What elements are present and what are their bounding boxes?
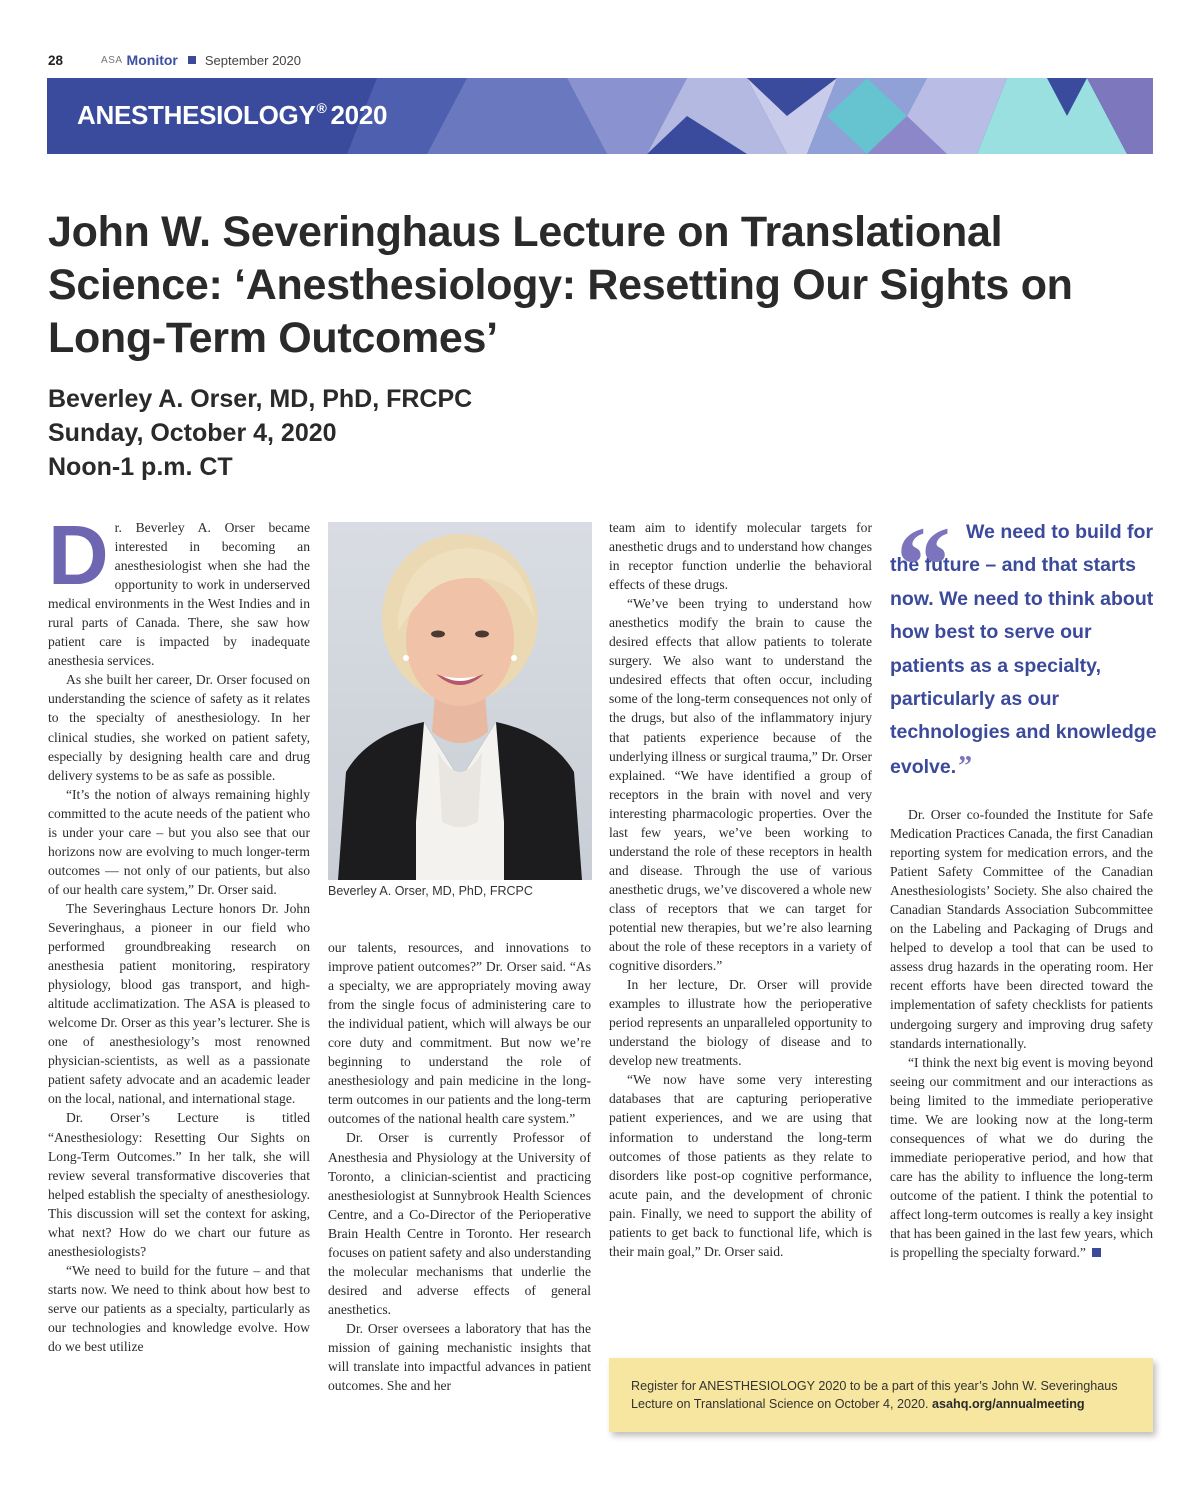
pull-quote-text: We need to build for the future – and that starts now. We need to think about how best to serve our patients as a specialty, particularly as our technologies and knowledge evolve. (890, 521, 1157, 778)
article-paragraph: “It’s the notion of always remaining highly committed to the acute needs of the patient who is under your care – but you also see that our horizons now are evolving to much longer-term outcomes — not only of our patients, but also of our health care system,” Dr. Orser said. (48, 786, 310, 897)
section-banner (47, 78, 1153, 154)
paragraph-text: r. Beverley A. Orser became interested in becoming an anesthesiologist when she had the opportunity to work in underserved medical environments in the West Indies and in rural parts of Canada. There, she saw how patient care is impacted by inadequate anesthesia services. (48, 520, 310, 669)
page-number: 28 (48, 52, 64, 68)
pull-quote (890, 504, 1160, 784)
article-column-4 (890, 805, 1153, 1262)
banner-title (77, 100, 387, 131)
register-text: Register for ANESTHESIOLOGY 2020 to be a part of this year’s John W. Severinghaus Lecture on Translational Science on October 4, 2020. (631, 1379, 1118, 1411)
paragraph-text: “I think the next big event is moving beyond seeing our commitment and our interactions as being limited to the immediate perioperative time. We are looking now at the long-term consequences of what we do during the immediate perioperative period, and how that care has the ability to influence the long-term outcome of the patient. I think the potential to affect long-term outcomes is really a key insight that has been gained in the last few years, which is propelling the specialty forward.” (890, 1054, 1153, 1261)
drop-cap: D (48, 508, 109, 602)
open-quote-icon: “ (896, 504, 951, 626)
banner-title-text: ANESTHESIOLOGY (77, 100, 316, 130)
article-paragraph: Dr. Orser co-founded the Institute for Safe Medication Practices Canada, the first Canadian reporting system for medication errors, and the Patient Safety Committee of the Canadian Anesthesiologists’ Society. She also chaired the Canadian Standards Association Subcommittee on the Labeling and Packaging of Drugs and helped to develop a tool that can be used to assess drug hazards in the operating room. Her recent efforts have been directed toward the implementation of safety checklists for patients undergoing surgery and improving drug safety standards internationally. (890, 807, 1153, 1051)
article-paragraph: In her lecture, Dr. Orser will provide examples to illustrate how the perioperative period represents an unparalleled opportunity to understand the biology of disease and to develop new treatments. (609, 977, 872, 1069)
article-paragraph: The Severinghaus Lecture honors Dr. John Severinghaus, a pioneer in our field who performed groundbreaking research on anesthesia patient monitoring, respiratory physiology, blood gas transport, and high-altitude acclimatization. The ASA is pleased to welcome Dr. Orser as this year’s lecturer. She is one of anesthesiology’s most renowned physician-scientists, as well as a passionate patient safety advocate and an academic leader on the local, national, and international stage. (48, 900, 310, 1107)
page-folio (48, 50, 301, 70)
article-paragraph: team aim to identify molecular targets for anesthetic drugs and to understand how changes in receptor function underlie the behavioral effects of these drugs. (609, 520, 872, 593)
article-paragraph: As she built her career, Dr. Orser focused on understanding the science of safety as it relates to the specialty of anesthesiology. In her clinical studies, she worked on patient safety, especially by designing health care and drug delivery systems to be as safe as possible. (48, 672, 310, 783)
close-quote-icon: ” (958, 750, 973, 782)
article-paragraph (890, 1053, 1153, 1263)
article-paragraph: “We need to build for the future – and that starts now. We need to think about how best to serve our patients as a specialty, particularly as our technologies and knowledge evolve. How do we best utilize (48, 1262, 310, 1355)
portrait-photo (328, 522, 592, 880)
event-details (48, 382, 472, 484)
photo-caption: Beverley A. Orser, MD, PhD, FRCPC (328, 884, 533, 898)
event-date: Sunday, October 4, 2020 (48, 419, 337, 447)
publication-name: Monitor (126, 52, 178, 68)
event-time: Noon-1 p.m. CT (48, 453, 233, 481)
article-paragraph: our talents, resources, and innovations to improve patient outcomes?” Dr. Orser said. “As a specialty, we are appropriately moving away from the single focus of administering care to the individual patient, which will always be our core duty and commitment. But now we’re beginning to understand the role of anesthesiology and pain medicine in the long-term outcomes in our patients and the long-term outcomes of the national health care system.” (328, 940, 591, 1127)
article-column-1 (48, 508, 310, 1356)
speaker-name: Beverley A. Orser, MD, PhD, FRCPC (48, 385, 473, 413)
portrait-illustration (328, 522, 592, 880)
banner-year: 2020 (330, 100, 388, 130)
article-paragraph: Dr. Orser’s Lecture is titled “Anesthesiology: Resetting Our Sights on Long-Term Outcomes.” In her talk, she will review several transformative discoveries that helped establish the specialty of anesthesiology. This discussion will set the context for asking, what next? How do we chart our future as anesthesiologists? (48, 1110, 310, 1259)
article-paragraph: Dr. Orser oversees a laboratory that has the mission of gaining mechanistic insights that will translate into impactful advances in patient outcomes. She and her (328, 1320, 591, 1394)
issue-date: September 2020 (204, 52, 301, 68)
article-paragraph: “We now have some very interesting databases that are capturing perioperative patient experiences, and we are using that information to understand the long-term outcomes of those patients as they relate to disorders like post-op cognitive performance, acute pain, and the development of chronic pain. Finally, we need to support the ability of patients to get back to functional life, which is their main goal,” Dr. Orser said. (609, 1072, 872, 1259)
article-column-3 (609, 518, 872, 1261)
article-paragraph: Dr. Orser is currently Professor of Anesthesia and Physiology at the University of Toronto, a clinician-scientist and practicing anesthesiologist at Sunnybrook Health Sciences Centre, and a Co-Director of the Perioperative Brain Health Centre in Toronto. Her research focuses on patient safety and also understanding the molecular mechanisms that underlie the desired and adverse effects of general anesthetics. (328, 1130, 591, 1317)
registered-mark: ® (316, 100, 327, 116)
register-link[interactable]: asahq.org/annualmeeting (932, 1396, 1085, 1411)
article-paragraph: “We’ve been trying to understand how anesthetics modify the brain to cause the desired effects that allow patients to tolerate surgery. We also want to understand the undesired effects that often occur, including some of the long-term consequences not only of the drugs, but also of the inflammatory injury that patients experience because of the underlying illness or surgical trauma,” Dr. Orser explained. “We have identified a group of receptors in the brain with novel and very interesting pharmacologic properties. Over the last few years, we’ve been working to understand the role of these receptors in health and disease. Through the use of various anesthetic drugs, we’ve discovered a whole new class of receptors that we can target for potential new therapies, but we’re also learning about the role of these receptors in a variety of cognitive disorders.” (609, 596, 872, 974)
article-column-2 (328, 938, 591, 1395)
end-of-article-icon (1092, 1248, 1101, 1257)
asa-label: ASA (101, 54, 123, 66)
article-paragraph (48, 508, 310, 670)
square-bullet-icon (188, 56, 196, 64)
article-headline: John W. Severinghaus Lecture on Translational Science: ‘Anesthesiology: Resetting Our Sights on Long-Term Outcomes’ (48, 208, 1073, 362)
register-callout (609, 1358, 1153, 1432)
